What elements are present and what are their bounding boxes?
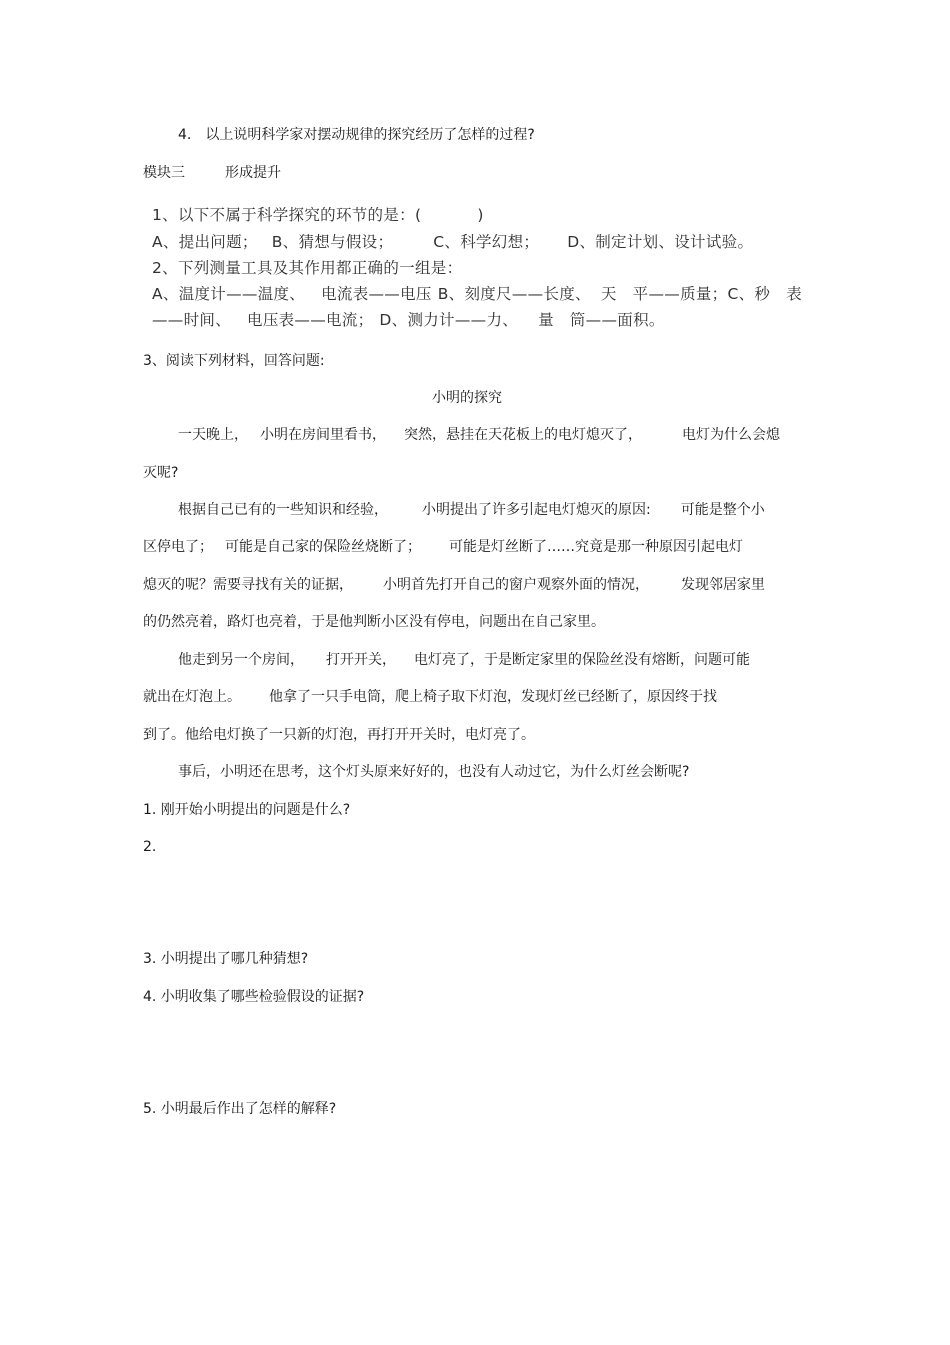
passage-line (143, 688, 717, 706)
option-b: B、刻度尺——长度、 (437, 285, 591, 303)
question-4: 4. 小明收集了哪些检验假设的证据? (143, 989, 365, 1005)
option-a: A、提出问题； (152, 233, 258, 251)
passage-line (178, 651, 750, 669)
option-b-part-2: 天 (600, 285, 617, 303)
text-run: 打开开关， (326, 652, 396, 668)
reading-intro: 3、阅读下列材料，回答问题: (143, 353, 325, 369)
question-1: 1. 刚开始小明提出的问题是什么? (143, 802, 351, 818)
text-run: 区停电了； (143, 539, 213, 555)
text-run: 可能是灯丝断了……究竟是那一种原因引起电灯 (449, 539, 743, 555)
mc-question-1-options (152, 233, 753, 251)
text-run: 突然，悬挂在天花板上的电灯熄灭了， (404, 427, 642, 443)
text-run: 电灯亮了，于是断定家里的保险丝没有熔断，问题可能 (414, 652, 750, 668)
passage-line: 事后，小明还在思考，这个灯头原来好好的，也没有人动过它，为什么灯丝会断呢? (178, 764, 690, 780)
passage-line (178, 426, 780, 444)
mc-question-1-stem (152, 206, 484, 224)
passage-line: 到了。他给电灯换了一只新的灯泡，再打开开关时，电灯亮了。 (143, 727, 535, 743)
text-run: 就出在灯泡上。 (143, 689, 241, 705)
passage-title: 小明的探究 (432, 390, 502, 406)
text-run: 发现邻居家里 (681, 577, 765, 593)
option-b-part-3: 平——质量；C、秒 (632, 285, 771, 303)
text-run: 可能是整个小 (680, 502, 765, 518)
passage-line (143, 576, 765, 594)
module-label: 模块三 (143, 165, 185, 181)
question-number: 4. (178, 127, 192, 143)
text-run: 小明首先打开自己的窗户观察外面的情况， (383, 577, 649, 593)
option-c-part-4: 电压表——电流； (247, 311, 374, 329)
passage-line (143, 538, 743, 556)
text-run: 可能是自己家的保险丝烧断了； (225, 539, 421, 555)
text-run: 熄灭的呢？需要寻找有关的证据， (143, 577, 353, 593)
passage-line (178, 501, 765, 519)
question-2: 2. (143, 839, 157, 855)
text-run: 小明在房间里看书， (260, 427, 386, 443)
option-c: C、科学幻想； (433, 233, 540, 251)
stem-bracket: ) (477, 206, 484, 224)
option-d-part-2: 量 (538, 311, 554, 329)
option-b: B、猜想与假设； (271, 233, 394, 251)
text-run: 他拿了一只手电筒，爬上椅子取下灯泡，发现灯丝已经断了，原因终于找 (269, 689, 717, 705)
mc-question-2-options-line-2 (152, 311, 665, 329)
module-title: 形成提升 (225, 165, 281, 181)
text-run: 小明提出了许多引起电灯熄灭的原因: (422, 502, 651, 518)
text-run: 根据自己已有的一些知识和经验， (178, 502, 388, 518)
question-3: 3. 小明提出了哪几种猜想? (143, 951, 309, 967)
option-d: D、制定计划、设计试验。 (567, 233, 754, 251)
question-5: 5. 小明最后作出了怎样的解释? (143, 1101, 337, 1117)
option-d: D、测力计——力、 (379, 311, 519, 329)
option-d-part-3: 筒——面积。 (569, 311, 665, 329)
option-a: A、温度计——温度、 (152, 285, 306, 303)
text-run: 他走到另一个房间， (178, 652, 304, 668)
mc-question-2-stem: 2、下列测量工具及其作用都正确的一组是： (152, 259, 463, 277)
text-run: 电灯为什么会熄 (682, 427, 780, 443)
option-c-part-3: ——时间、 (152, 311, 232, 329)
passage-line: 灭呢? (143, 465, 179, 481)
stem-text: 1、以下不属于科学探究的环节的是：( (152, 206, 422, 224)
option-c-part-2: 表 (786, 285, 803, 303)
passage-line: 的仍然亮着，路灯也亮着，于是他判断小区没有停电，问题出在自己家里。 (143, 614, 605, 630)
question-4-line (178, 126, 535, 144)
mc-question-2-options-line-1 (152, 285, 802, 303)
module-heading (143, 164, 281, 182)
question-text: 以上说明科学家对摆动规律的探究经历了怎样的过程? (205, 127, 535, 143)
text-run: 一天晚上， (178, 427, 248, 443)
option-a-part-2: 电流表——电压 (321, 285, 432, 303)
